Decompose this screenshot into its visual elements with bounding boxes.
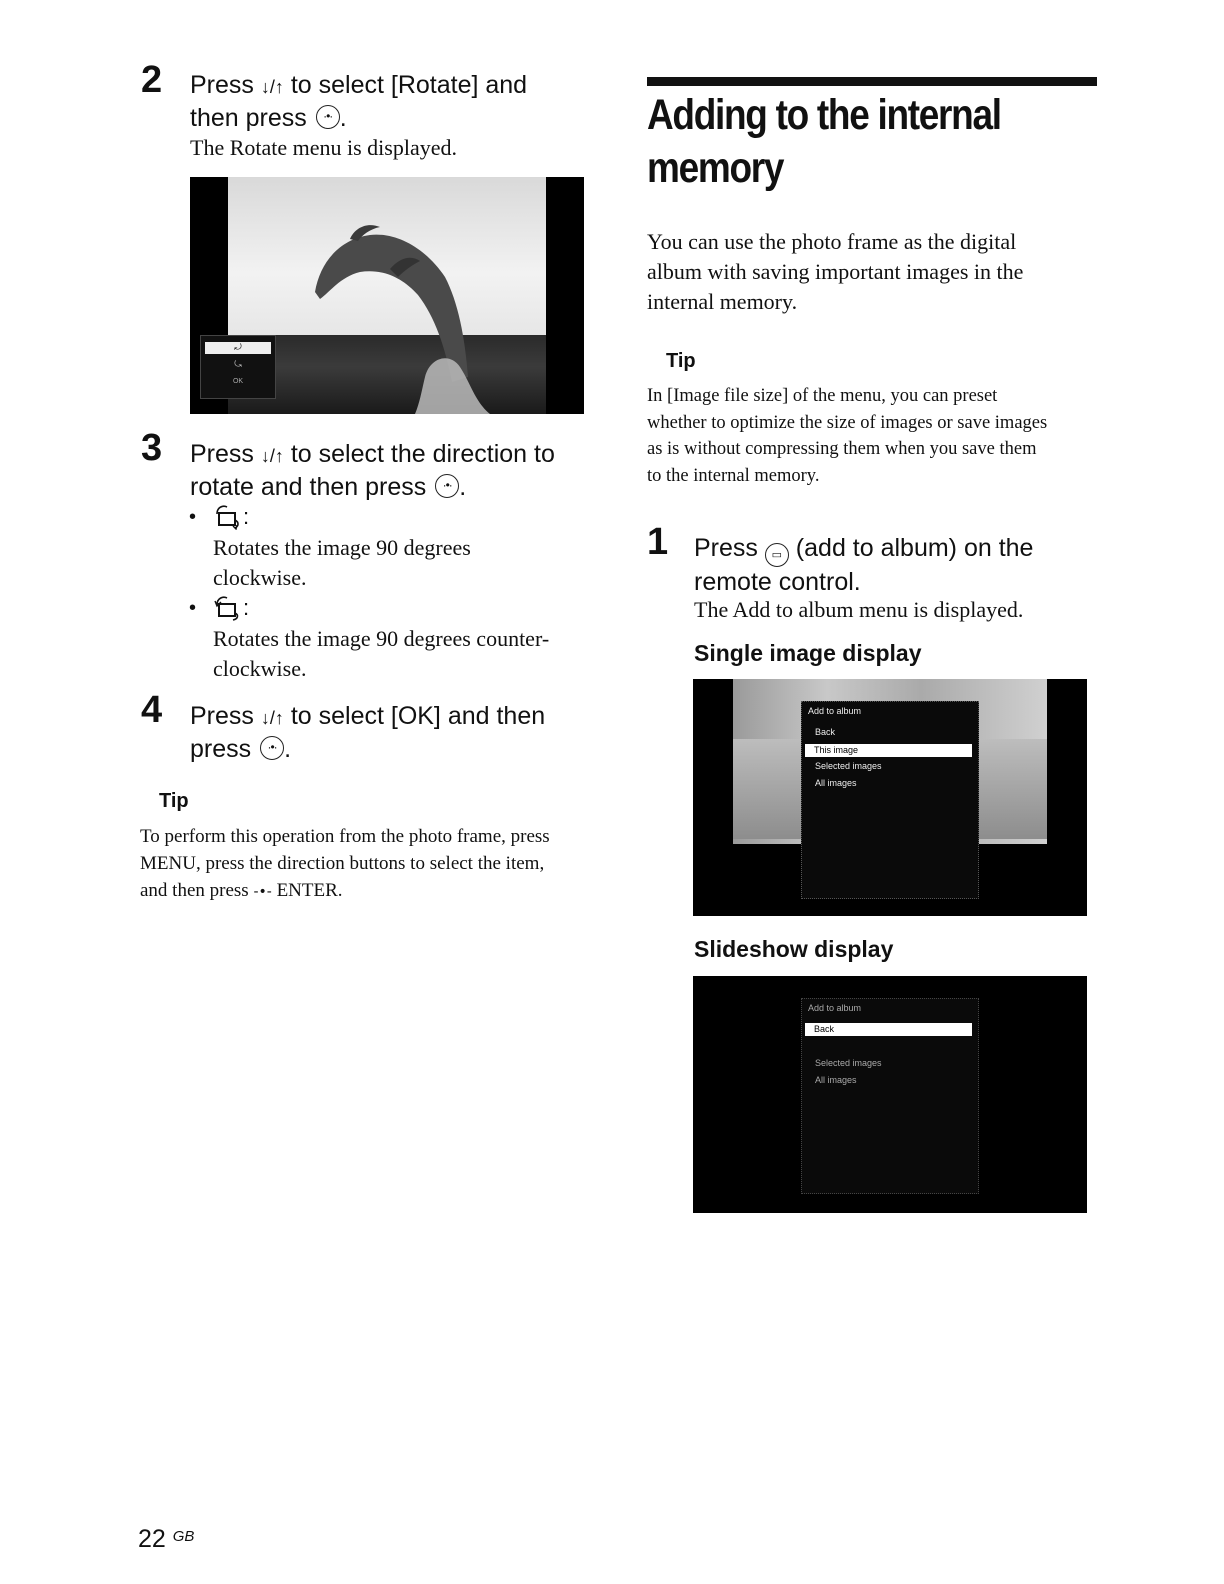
menu-item-selected-images[interactable]: Selected images xyxy=(815,1058,882,1068)
intro-paragraph: You can use the photo frame as the digital album with saving important images in the internal memory. xyxy=(647,229,1024,314)
bullet-dot: • xyxy=(189,506,197,528)
menu-item-back[interactable]: Back xyxy=(815,727,836,737)
enter-button-icon xyxy=(260,736,284,760)
down-up-arrows-icon: ↓/↑ xyxy=(260,446,284,466)
add-to-album-icon: ▭ xyxy=(765,543,789,567)
tip-heading-left: Tip xyxy=(159,790,189,812)
step-4-instruction: Press ↓/↑ to select [OK] and then press ·•·. xyxy=(190,701,590,765)
region-code: GB xyxy=(172,1528,195,1545)
bullet-dot: • xyxy=(189,597,197,619)
bullet-1-label: : xyxy=(213,504,249,530)
enter-button-icon xyxy=(435,474,459,498)
menu-title: Add to album xyxy=(808,1003,862,1013)
down-up-arrows-icon: ↓/↑ xyxy=(260,77,284,97)
step-1-number: 1 xyxy=(647,521,669,563)
down-up-arrows-icon: ↓/↑ xyxy=(260,708,284,728)
rotate-menu-screenshot xyxy=(190,177,584,414)
step-3-instruction: Press ↓/↑ to select the direction to rotate and then press ·•·. xyxy=(190,439,590,503)
enter-joystick-icon: -•- xyxy=(253,884,272,900)
slideshow-display-screenshot xyxy=(693,976,1087,1213)
add-to-album-menu xyxy=(801,998,979,1194)
menu-item-this-image-selected[interactable]: This image xyxy=(805,744,972,757)
bullet-1-text: Rotates the image 90 degrees clockwise. xyxy=(213,535,471,590)
tip-text-left: To perform this operation from the photo frame, press MENU, press the direction buttons to select the item, and then press -•- ENTER. xyxy=(140,826,550,901)
bullet-2-label: : xyxy=(213,595,249,621)
menu-item-back-selected[interactable]: Back xyxy=(805,1023,972,1036)
step-1-description: The Add to album menu is displayed. xyxy=(694,597,1024,622)
rotate-clockwise-icon xyxy=(213,504,243,530)
step-2-description: The Rotate menu is displayed. xyxy=(190,135,457,160)
page-number: 22 $^{GB}$ xyxy=(138,1525,195,1553)
section-title: Adding to the internal memory xyxy=(647,91,1001,192)
single-image-display-heading: Single image display xyxy=(694,640,922,666)
step-3-number: 3 xyxy=(141,427,163,469)
menu-item-selected-images[interactable]: Selected images xyxy=(815,761,882,771)
step-2-instruction: Press ↓/↑ to select [Rotate] and then press ·•·. xyxy=(190,70,570,134)
rotate-menu-panel xyxy=(200,335,276,399)
menu-title: Add to album xyxy=(808,706,862,716)
bullet-2-text: Rotates the image 90 degrees counter- clockwise. xyxy=(213,626,550,681)
section-title-rule xyxy=(647,77,1097,86)
tip-text-right: In [Image file size] of the menu, you can preset whether to optimize the size of images or save images as is without compressing them when you save them to the internal memory. xyxy=(647,386,1048,486)
menu-item-all-images[interactable]: All images xyxy=(815,1075,857,1085)
step-4-number: 4 xyxy=(141,689,163,731)
rotate-counterclockwise-icon xyxy=(213,595,243,621)
enter-button-icon xyxy=(316,105,340,129)
add-to-album-menu xyxy=(801,701,979,899)
rotate-menu-counterclockwise[interactable]: ⤿ xyxy=(234,360,242,370)
single-image-display-screenshot xyxy=(693,679,1087,916)
tip-heading-right: Tip xyxy=(666,350,696,372)
step-2-number: 2 xyxy=(141,59,163,101)
rotate-menu-selected-clockwise[interactable]: ⤾ xyxy=(205,342,271,354)
menu-item-all-images[interactable]: All images xyxy=(815,778,857,788)
step-1-instruction: Press ▭ (add to album) on the remote control. xyxy=(694,534,1034,596)
slideshow-display-heading: Slideshow display xyxy=(694,936,894,962)
rotate-menu-ok[interactable]: OK xyxy=(232,378,244,385)
